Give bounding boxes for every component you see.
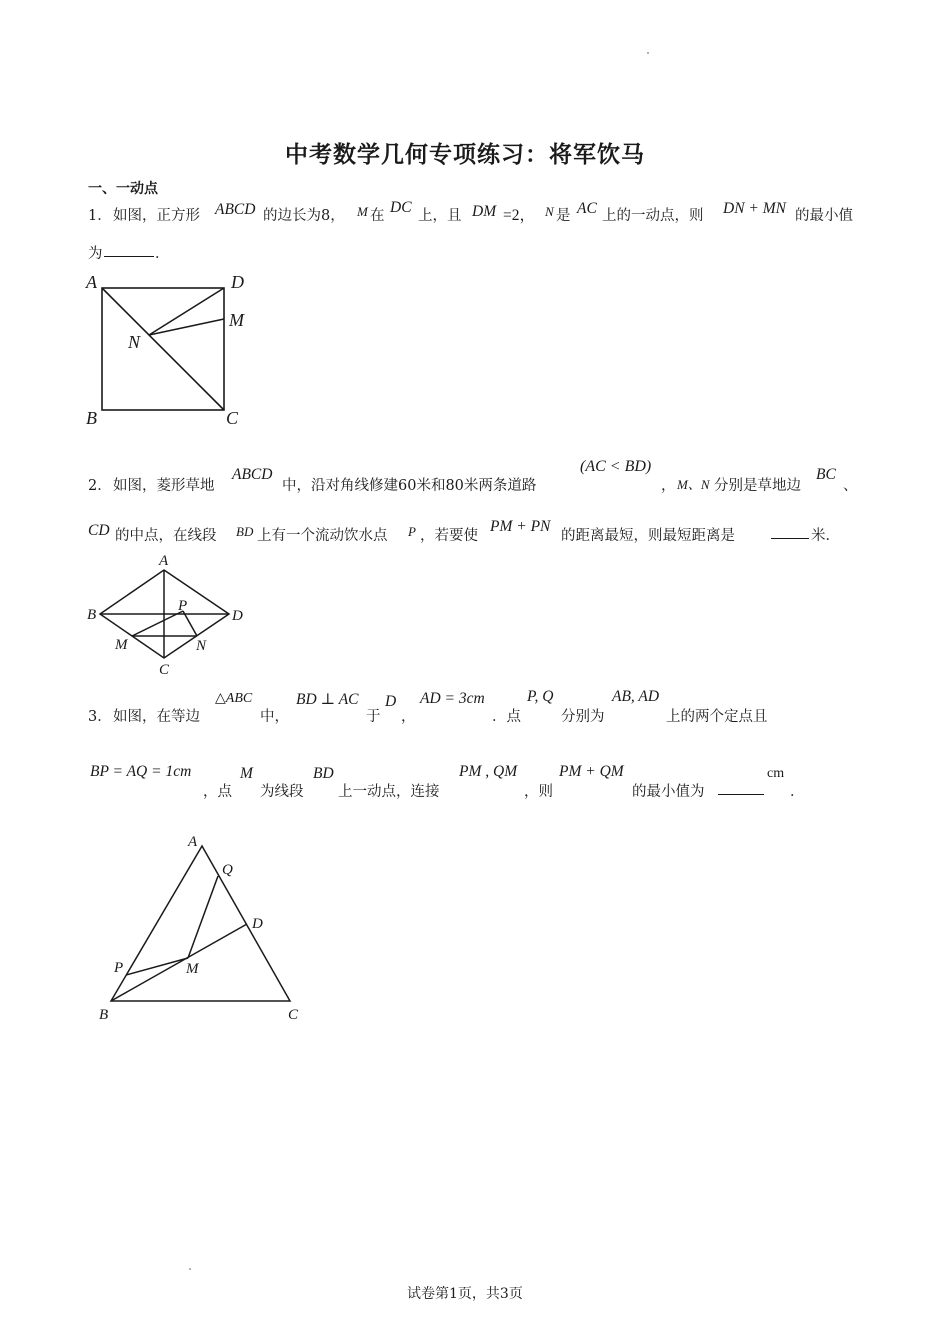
q3-text: ，则: [524, 784, 553, 800]
q2-text: ，: [661, 478, 676, 494]
q2-text: 米．: [811, 528, 840, 544]
q3-text: 上的两个定点且: [666, 709, 768, 725]
q2-math: BD: [236, 524, 254, 539]
label-c: C: [288, 1007, 299, 1023]
q3-text: 为线段: [260, 784, 304, 800]
q2-math: BC: [816, 466, 836, 483]
q2-text: 上有一个流动饮水点: [257, 528, 388, 544]
segment-nm: [149, 319, 224, 335]
diagonal-ac: [102, 288, 224, 410]
section-heading: 一、一动点: [88, 181, 158, 197]
q2-text: ，若要使: [420, 528, 478, 544]
page-footer: 试卷第1页，共3页: [407, 1286, 523, 1302]
q1-text: ．: [155, 246, 170, 262]
q3-text: 上一动点，连接: [338, 784, 440, 800]
q3-text: ．点: [492, 709, 521, 725]
label-p: P: [114, 960, 124, 976]
q2-text: 的中点，在线段: [115, 528, 217, 544]
answer-blank[interactable]: [104, 242, 154, 257]
q1-figure-square: [80, 268, 260, 433]
q3-math: D: [385, 693, 397, 710]
q2-math: CD: [88, 522, 110, 539]
q2-text: 如图，菱形草地: [113, 478, 215, 494]
answer-blank[interactable]: [718, 780, 764, 795]
q2-math: PM + PN: [490, 518, 551, 535]
q3-text: ，: [401, 709, 416, 725]
q2-text: 、: [843, 478, 858, 494]
q3-math: AD = 3cm: [420, 690, 485, 707]
page-title: 中考数学几何专项练习：将军饮马: [285, 142, 645, 168]
label-q: Q: [222, 862, 233, 878]
q3-math: PM + QM: [559, 763, 624, 780]
q1-math: AC: [577, 200, 597, 217]
label-m: M: [186, 961, 199, 977]
label-b: B: [87, 607, 97, 623]
label-a: A: [159, 553, 169, 569]
q2-math: P: [408, 524, 416, 539]
label-b: B: [99, 1007, 109, 1023]
q3-math: BD: [313, 765, 334, 782]
q2-math: M、N: [677, 477, 710, 492]
label-a: A: [86, 272, 97, 292]
label-d: D: [231, 272, 244, 292]
q1-math: DM: [472, 203, 497, 220]
scan-dot: [189, 1268, 191, 1270]
q3-text: 中，: [260, 709, 289, 725]
q1-math: DN + MN: [723, 200, 786, 217]
label-a: A: [188, 834, 198, 850]
q1-math: =2，: [503, 207, 535, 224]
segment-nd: [149, 288, 224, 335]
segment-bd: [111, 924, 247, 1001]
q3-text: 于: [366, 709, 381, 725]
q3-text: 如图，在等边: [113, 709, 200, 725]
q3-text: 的最小值为: [632, 784, 705, 800]
q3-math: BD ⊥ AC: [296, 691, 359, 708]
q3-math: M: [240, 765, 253, 782]
q3-text: ，点: [203, 784, 232, 800]
q3-math: P, Q: [527, 688, 554, 705]
q1-text: 在: [370, 208, 385, 224]
label-b: B: [86, 408, 97, 428]
label-n: N: [128, 332, 141, 352]
q2-figure-rhombus: [80, 548, 260, 678]
question-1-number: 1．: [88, 208, 112, 224]
label-n: N: [196, 638, 207, 654]
label-p: P: [178, 598, 188, 614]
scan-dot: [647, 52, 649, 54]
q2-text: 分别是草地边: [714, 478, 801, 494]
q1-math: M: [357, 204, 368, 219]
q1-math: DC: [390, 199, 412, 216]
q3-math: BP = AQ = 1cm: [90, 763, 192, 780]
label-d: D: [232, 608, 243, 624]
label-c: C: [226, 408, 239, 428]
q1-text: 为: [88, 246, 103, 262]
q2-math: (AC < BD): [580, 458, 652, 475]
q1-text: 的最小值: [795, 208, 853, 224]
q1-text: 的边长为8，: [263, 208, 345, 224]
question-2-number: 2．: [88, 478, 112, 494]
q3-text: ．: [790, 784, 805, 800]
q2-math: ABCD: [232, 466, 273, 483]
q2-text: 的距离最短，则最短距离是: [561, 528, 735, 544]
q1-text: 是: [556, 208, 571, 224]
q1-math: N: [545, 204, 554, 219]
q2-text: 中，沿对角线修建60米和80米两条道路: [282, 478, 537, 494]
label-m: M: [115, 637, 128, 653]
q1-math: ABCD: [215, 201, 256, 218]
q1-text: 如图，正方形: [113, 208, 200, 224]
q3-math: △ABC: [215, 691, 253, 706]
answer-blank[interactable]: [771, 524, 809, 539]
q3-figure-triangle: [90, 828, 320, 1028]
q3-text: 分别为: [561, 709, 605, 725]
q3-math: AB, AD: [612, 688, 660, 705]
label-d: D: [252, 916, 263, 932]
q3-unit: cm: [767, 766, 785, 781]
question-3-number: 3．: [88, 709, 112, 725]
segment-qm: [188, 876, 218, 958]
label-m: M: [229, 310, 244, 330]
q1-text: 上的一动点，则: [602, 208, 704, 224]
q1-text: 上，且: [418, 208, 462, 224]
label-c: C: [159, 662, 170, 678]
q3-math: PM , QM: [459, 763, 518, 780]
